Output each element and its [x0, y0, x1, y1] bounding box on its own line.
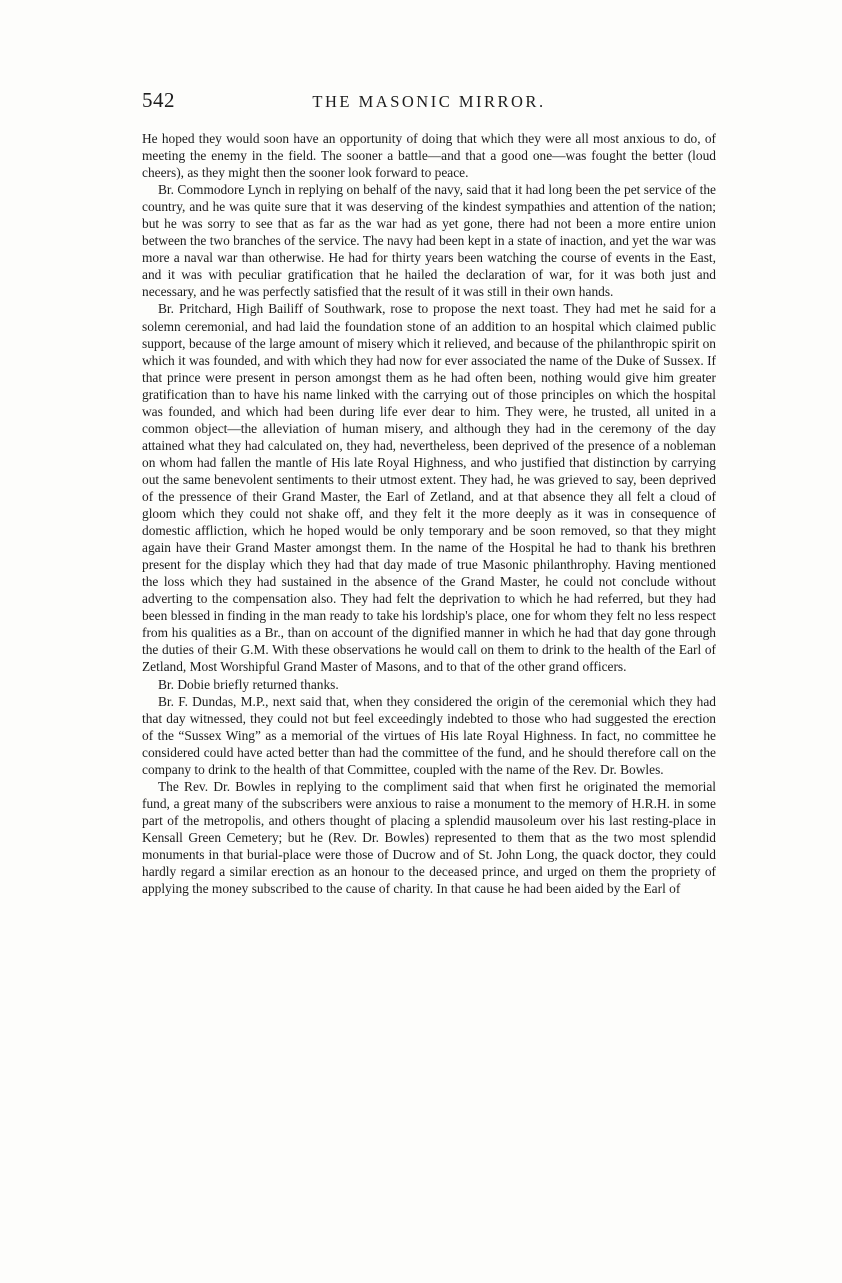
paragraph-4: Br. Dobie briefly returned thanks.	[158, 676, 339, 692]
paragraph-5: Br. F. Dundas, M.P., next said that, when they considered the origin of the ceremonial which they had that day witnessed, they could not but feel exceedingly indebted to those who had suggested the erection of the “Sussex Wing” as a memorial of the virtues of His late Royal Highness. In fact, no committee he considered could have acted better than had the committee of the fund, and he should therefore call on the company to drink to the health of that Committee, coupled with the name of the Rev. Dr. Bowles.	[142, 693, 716, 777]
paragraph-3: Br. Pritchard, High Bailiff of Southwark, rose to propose the next toast. They had met he said for a solemn ceremonial, and had laid the foundation stone of an addition to an hospital which claimed public support, because of the large amount of misery which it relieved, and because of the philanthropic spirit on which it was founded, and with which they had now for ever associated the name of the Duke of Sussex. If that prince were present in person amongst them as he had often been, nothing would give him greater gratification than to have his name linked with the carrying out of those principles on which the hospital was founded, and which had been during life ever dear to him. They were, he trusted, all united in a common object—the alleviation of human misery, and although they had in the ceremony of the day attained what they had calculated on, they had, nevertheless, been deprived of the presence of a nobleman on whom had fallen the mantle of His late Royal Highness, and who justified that distinction by carrying out the same benevolent sentiments to their utmost extent. They had, he was grieved to say, been deprived of the pressence of their Grand Master, the Earl of Zetland, and at that absence they all felt a cloud of gloom which they could not shake off, and they felt it the more deeply as it was in consequence of domestic affliction, which he hoped would be only temporary and be soon removed, so that they might again have their Grand Master amongst them. In the name of the Hospital he had to thank his brethren present for the display which they had that day made of true Masonic philanthrophy. Having mentioned the loss which they had sustained in the absence of the Grand Master, he could not conclude without adverting to the compensation also. They had felt the deprivation to which he had referred, but they had been blessed in finding in the man ready to take his lordship's place, one for whom they felt no less respect from his qualities as a Br., than on account of the dignified manner in which he had that day gone through the duties of their G.M. With these observations he would call on them to drink to the health of the Earl of Zetland, Most Worshipful Grand Master of Masons, and to that of the other grand officers.	[142, 301, 716, 675]
paragraph-1: He hoped they would soon have an opportunity of doing that which they were all most anxious to do, of meeting the enemy in the field. The sooner a battle—and that a good one—was fought the better (loud cheers), as they might then the sooner look forward to peace.	[142, 131, 716, 181]
article-body	[142, 130, 716, 897]
running-title: THE MASONIC MIRROR.	[312, 92, 546, 111]
page-header	[142, 88, 716, 112]
paragraph-6: The Rev. Dr. Bowles in replying to the compliment said that when first he originated the memorial fund, a great many of the subscribers were anxious to raise a monument to the memory of H.R.H. in some part of the metropolis, and others thought of placing a splendid mausoleum over his last resting-place in Kensall Green Cemetery; but he (Rev. Dr. Bowles) represented to them that as the two most splendid monuments in that burial-place were those of Ducrow and of St. John Long, the quack doctor, they could hardly regard a similar erection as an honour to the deceased prince, and urged on them the propriety of applying the money subscribed to the cause of charity. In that cause he had been aided by the Earl of	[142, 778, 716, 897]
page-number: 542	[142, 88, 175, 112]
paragraph-2: Br. Commodore Lynch in replying on behalf of the navy, said that it had long been the pet service of the country, and he was quite sure that it was deserving of the kindest sympathies and attention of the nation; but he was sorry to see that as far as the war had as yet gone, there had not been a more entire union between the two branches of the service. The navy had been kept in a state of inaction, and yet the war was more a naval war than otherwise. He had for thirty years been watching the course of events in the East, and it was with peculiar gratification that he hailed the declaration of war, for it was both just and necessary, and he was perfectly satisfied that the result of it was still in their own hands.	[142, 182, 716, 300]
